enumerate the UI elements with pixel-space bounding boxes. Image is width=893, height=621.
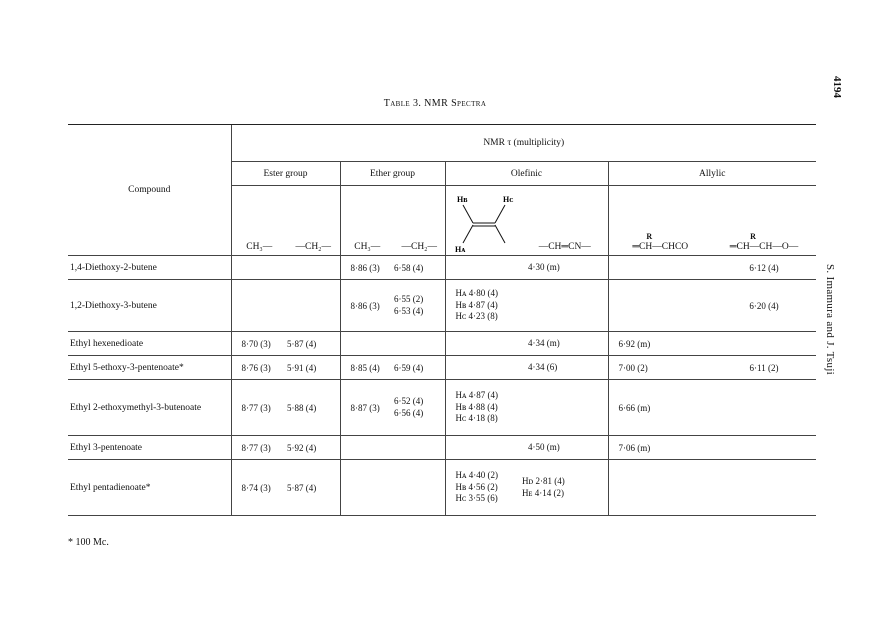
olefinic-values	[445, 356, 522, 380]
compound-name: Ethyl 2-ethoxymethyl-3-butenoate	[68, 380, 231, 436]
olefin-chcn-label: —CH═CN—	[538, 242, 591, 252]
header-allylic: Allylic	[608, 162, 816, 186]
compound-name: Ethyl hexenedioate	[68, 332, 231, 356]
ester-ch3-value	[231, 280, 287, 332]
compound-name: 1,2-Diethoxy-3-butene	[68, 280, 231, 332]
ether-ch3-value: 8·85 (4)	[340, 356, 394, 380]
table-row	[68, 460, 816, 516]
olefinic-chcn-values	[522, 380, 608, 436]
allyl-chco-value: 7·06 (m)	[608, 436, 712, 460]
olefin-chcn-value: Hᴅ 2·81 (4)	[522, 476, 565, 486]
compound-name: Ethyl 5-ethoxy-3-pentenoate*	[68, 356, 231, 380]
olefinic-values	[445, 460, 522, 516]
ester-ch2-value: 5·87 (4)	[287, 460, 340, 516]
olefin-hc-label: Hᴄ	[502, 195, 514, 204]
allyl-r1-label: R	[646, 232, 653, 241]
allyl-cho-value	[712, 332, 816, 356]
allyl-chco-value: 6·66 (m)	[608, 380, 712, 436]
allyl-cho-value	[712, 436, 816, 460]
header-ester-group: Ester group	[231, 162, 340, 186]
ether-ch3-value	[340, 436, 394, 460]
olefin-hb-label: Hʙ	[456, 195, 468, 204]
olefinic-values	[445, 380, 522, 436]
olefin-proton-value: Hʙ 4·87 (4)	[455, 299, 498, 310]
olefin-proton-value: Hᴄ 4·18 (8)	[455, 413, 498, 424]
table-row	[68, 256, 816, 280]
table-row	[68, 332, 816, 356]
allyl-cho-value	[712, 380, 816, 436]
ether-ch3-value	[340, 460, 394, 516]
ether-ch2-value	[394, 332, 445, 356]
ether-ch3-label: CH₃—	[354, 242, 381, 252]
table-row	[68, 356, 816, 380]
header-compound-label: Compound	[128, 185, 171, 195]
olefin-proton-value: Hʙ 4·88 (4)	[455, 401, 498, 412]
ether-ch3-value	[340, 332, 394, 356]
ester-ch2-value	[287, 280, 340, 332]
olefinic-chcn-values	[522, 356, 608, 380]
header-compound	[68, 125, 231, 256]
allyl-chco-value	[608, 460, 712, 516]
nmr-spectra-table	[68, 124, 816, 516]
olefin-chcn-value: 4·50 (m)	[528, 441, 560, 452]
ether-ch3-value: 8·87 (3)	[340, 380, 394, 436]
header-ether-ch3	[340, 186, 394, 256]
olefinic-chcn-values	[522, 460, 608, 516]
olefinic-values	[445, 256, 522, 280]
ether-ch2-value	[394, 280, 445, 332]
ether-ch2-line: 6·53 (4)	[394, 305, 424, 316]
compound-name: 1,4-Diethoxy-2-butene	[68, 256, 231, 280]
ester-ch3-value: 8·74 (3)	[231, 460, 287, 516]
allyl-chco-value	[608, 280, 712, 332]
header-nmr-label: NMR τ (multiplicity)	[483, 138, 565, 148]
header-olefin-chcn	[522, 186, 608, 256]
header-allyl-cho	[712, 186, 816, 256]
ester-ch2-value: 5·92 (4)	[287, 436, 340, 460]
ester-ch3-label: CH₃—	[246, 242, 273, 252]
olefin-proton-value: Hᴀ 4·80 (4)	[455, 288, 499, 299]
allyl-cho-value	[712, 460, 816, 516]
ester-ch2-value: 5·87 (4)	[287, 332, 340, 356]
ester-ch3-value	[231, 256, 287, 280]
allyl-cho-value: 6·20 (4)	[712, 280, 816, 332]
allyl-cho-label: ═CH—CH—O—	[729, 242, 799, 252]
ether-ch2-label: —CH₂—	[401, 242, 437, 252]
ether-ch2-value	[394, 436, 445, 460]
table-row	[68, 280, 816, 332]
footnote: * 100 Mc.	[68, 537, 109, 548]
ester-ch2-label: —CH₂—	[295, 242, 331, 252]
olefin-structure-icon	[449, 193, 519, 255]
allyl-chco-label: ═CH—CHCO	[632, 242, 689, 252]
page-number: 4194	[831, 76, 843, 98]
olefinic-chcn-values	[522, 332, 608, 356]
ester-ch3-value: 8·77 (3)	[231, 436, 287, 460]
header-ether-group: Ether group	[340, 162, 445, 186]
allyl-cho-value: 6·12 (4)	[712, 256, 816, 280]
olefin-ha-label: Hᴀ	[454, 245, 466, 254]
olefinic-chcn-values	[522, 436, 608, 460]
allyl-cho-value: 6·11 (2)	[712, 356, 816, 380]
olefin-chcn-value: 4·34 (m)	[528, 337, 560, 348]
running-head: S. Imamura and J. Tsuji	[824, 264, 836, 376]
table-caption: Table 3. NMR Spectra	[383, 98, 487, 109]
olefinic-chcn-values	[522, 280, 608, 332]
ether-ch3-value: 8·86 (3)	[340, 256, 394, 280]
header-ester-ch3	[231, 186, 287, 256]
allyl-chco-value: 7·00 (2)	[608, 356, 712, 380]
olefinic-values	[445, 332, 522, 356]
ether-ch2-value	[394, 460, 445, 516]
ester-ch2-value: 5·88 (4)	[287, 380, 340, 436]
olefin-proton-value: Hᴀ 4·87 (4)	[455, 390, 499, 401]
table-row	[68, 436, 816, 460]
olefinic-chcn-values	[522, 256, 608, 280]
ester-ch3-value: 8·70 (3)	[231, 332, 287, 356]
allyl-r2-label: R	[750, 232, 756, 241]
header-olefin-structure	[445, 186, 522, 256]
ether-ch2-value: 6·58 (4)	[394, 256, 445, 280]
ester-ch2-value: 5·91 (4)	[287, 356, 340, 380]
ether-ch2-line: 6·55 (2)	[394, 294, 424, 304]
ether-ch2-line: 6·52 (4)	[394, 396, 424, 406]
olefin-proton-value: Hᴄ 3·55 (6)	[455, 493, 498, 504]
header-allyl-chco	[608, 186, 712, 256]
ether-ch2-line: 6·56 (4)	[394, 407, 424, 418]
ether-ch2-value: 6·59 (4)	[394, 356, 445, 380]
olefin-proton-value: Hᴀ 4·40 (2)	[455, 470, 499, 481]
olefin-proton-value: Hʙ 4·56 (2)	[455, 481, 498, 492]
compound-name: Ethyl 3-pentenoate	[68, 436, 231, 460]
header-ester-ch2	[287, 186, 340, 256]
olefinic-values	[445, 436, 522, 460]
ester-ch3-value: 8·76 (3)	[231, 356, 287, 380]
table-body	[68, 256, 816, 516]
ester-ch2-value	[287, 256, 340, 280]
header-olefinic: Olefinic	[445, 162, 608, 186]
olefin-chcn-value: 4·34 (6)	[528, 361, 558, 372]
olefin-chcn-value: 4·30 (m)	[528, 261, 560, 272]
olefinic-values	[445, 280, 522, 332]
ether-ch2-value	[394, 380, 445, 436]
olefin-chcn-value: Hᴇ 4·14 (2)	[522, 487, 564, 498]
header-nmr	[231, 125, 816, 162]
header-ether-ch2	[394, 186, 445, 256]
ester-ch3-value: 8·77 (3)	[231, 380, 287, 436]
allyl-chco-value: 6·92 (m)	[608, 332, 712, 356]
table-row	[68, 380, 816, 436]
olefin-proton-value: Hᴄ 4·23 (8)	[455, 311, 498, 322]
ether-ch3-value: 8·86 (3)	[340, 280, 394, 332]
allyl-chco-value	[608, 256, 712, 280]
compound-name: Ethyl pentadienoate*	[68, 460, 231, 516]
